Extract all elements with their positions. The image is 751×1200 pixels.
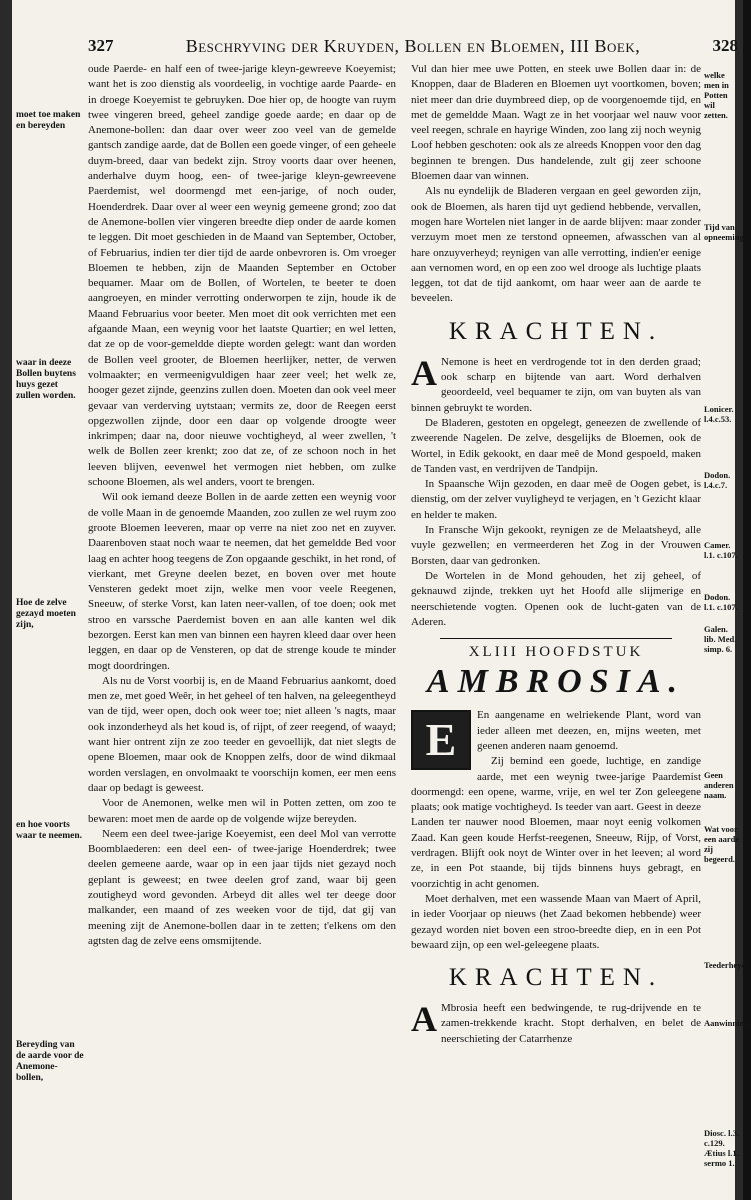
margin-note-right-7: Galen. lib. Med. simp. 6. xyxy=(704,624,737,654)
paragraph: Moet derhalven, met een wassende Maan van Maert of April, in ieder Voorjaar op nieuws (het Zaad bekomen hebbende) weer gezayd worden niet boven een stroo-breedte diep, en in een Pot bewaard zijn, op een wel-geleegene plaats. xyxy=(411,892,701,951)
ornate-drop-cap: E xyxy=(411,710,471,770)
margin-note-left-4: en hoe voorts waar te neemen. xyxy=(16,820,83,841)
section-title-krachten-2: KRACHTEN. xyxy=(448,964,664,992)
margin-note-left-3: Hoe de zelve gezayd moeten zijn, xyxy=(16,598,76,630)
margin-note-right-8: Geen anderen naam. xyxy=(704,770,734,800)
paragraph-text: Nemone is heet en verdrogende tot in den derden graad; ook scharp en bijtende van aart. Word derhalven geoordeeld, veel bequamer te zijn, om van buyten als van binnen gebruykt te worden. xyxy=(411,355,701,414)
drop-cap: A xyxy=(411,999,437,1040)
paragraph: Neem een deel twee-jarige Koeyemist, een deel Mol van verrotte Boomblaederen: een deel een- of twee-jarige Hoenderdrek; twee deelen gemeene aarde, waar op in een jaar tijds niet gezayd noch geplant is geweest; en twee deelen grof zand, waar bij geen zoutigheyd word gevonden. Arbeyd dit alles wel ter deege door malkander, een maand of zes weeken voor de tijd, dat gij van meening zijt de Anemone-bollen daar in te zetten; t'elkens om den agtsten dag de zelve eens omsmijtende. xyxy=(88,827,396,947)
margin-note-right-12: Diosc. l.3. c.129. Ætius l.1. sermo 1. xyxy=(704,1128,739,1168)
paragraph: Zij bemind een goede, luchtige, en zandige aarde, met een weynig twee-jarige Paardemist doormengd: een opene, warme, vrije, en wel ter Zon geleegene plaats; ook matige vochtigheyd. Is teeder van aart. Geest in deeze Landen ter nauwer nood Bloemen, maar noyt eenig volkomen Zaad. Kan geen koude Herfst-reegenen, Sneeuw, Rijp, of Vorst, verdragen. Blijft ook noyt de Winter over in het leeven; al word ze, in een Pot staande, bij tijds binnens huys gebragt, en voorzichtig in acht genomen. xyxy=(411,755,701,890)
right-column xyxy=(411,62,701,1192)
right-text xyxy=(411,62,701,1047)
paragraph: De Bladeren, gestoten en opgelegt, geneezen de zwellende of zweerende Nagelen. De zelve, desgelijks de Bloemen, ook de Wortel, in Edik gekookt, en daar meê de Mond gespoeld, maken de Tanden vast, en verdrijven de Tandpijn. xyxy=(411,416,701,475)
paragraph-text: Mbrosia heeft een bedwingende, te rug-drijvende en te zamen-trekkende kracht. Stopt derhalven, en belet de neerschieting der Catarrhenze xyxy=(441,1002,701,1045)
drop-cap: A xyxy=(411,352,437,393)
running-title: Beschryving der Kruyden, Bollen en Bloemen, III Boek, xyxy=(185,36,641,56)
page-number-right: 328 xyxy=(712,36,738,55)
paragraph xyxy=(411,352,701,416)
margin-note-right-3: Lonicer. l.4.c.53. xyxy=(704,404,734,424)
margin-note-left-5: Bereyding van de aarde voor de Anemone-bollen, xyxy=(16,1040,84,1083)
margin-note-right-9: Wat voor een aarde zij begeerd. xyxy=(704,824,740,864)
margin-note-right-10: Teederheyd. xyxy=(704,960,749,970)
margin-note-right-2: Tijd van opneeming. xyxy=(704,222,746,242)
margin-note-right-6: Dodon. l.1. c.107. xyxy=(704,592,738,612)
paragraph: In Fransche Wijn gekookt, reynigen ze de Melaatsheyd, alle vuyle gezwellen; en vermeerderen het Zog in der Vrouwen Borsten, daar van gedronken. xyxy=(411,524,701,567)
running-head xyxy=(88,36,738,62)
page-number-left: 327 xyxy=(88,36,114,55)
paragraph xyxy=(411,1001,701,1047)
margin-note-left-2: waar in deeze Bollen buytens huys gezet zullen worden. xyxy=(16,358,76,401)
paragraph: Voor de Anemonen, welke men wil in Potten zetten, om zoo te bewaren: moet men de aarde op de volgende wijze bereyden. xyxy=(88,797,396,825)
left-text xyxy=(88,62,396,949)
margin-note-right-1: welke men in Potten wil zetten. xyxy=(704,70,729,120)
margin-note-right-5: Camer. l.1. c.107. xyxy=(704,540,738,560)
paragraph: De Wortelen in de Mond gehouden, het zij geheel, of geknauwd zijnde, trekken uyt het Hoofd alle slijmerige en neerschietende vogten. Openen ook de lucht-gaten van de Aderen. xyxy=(411,569,701,628)
paragraph-text: En aangename en welriekende Plant, word van ieder alleen met deezen, en, mijns weeten, met geenen anderen naam genoemd. xyxy=(477,709,701,752)
section-title-krachten: KRACHTEN. xyxy=(448,317,664,345)
paragraph: Wil ook iemand deeze Bollen in de aarde zetten een weynig voor de volle Maan in de genoemde Maanden, zoo zullen ze wel ruym zoo groote Bloemen leeveren, maar op verre na niet zoo net en zuyver. Daarenboven staat noch waar te neemen, dat het gemeldde Bed voor laag en achter hoog teegens de Zon opgaande geschikt, in het rond, of vierkant, met Greyne deelen bezet, en boven over met houte Vensteren gedekt moet zijn, welke men voor veele Reegenen, Sneeuw, of sterke Vorst, kan laten neer-vallen, of toe doen; ook met stroo en varssche Paerdemist boven en aan alle kanten wel dik bezorgen. Eerst kan men van binnen een hayren kleed daar over heen leggen, en daar op de Vensteren, op dat de strenge koude te minder mogt doordringen. xyxy=(88,491,396,672)
paragraph: Als nu eyndelijk de Bladeren vergaan en geel geworden zijn, ook de Bloemen, als haren tijd uyt gediend hebbende, vervallen, mogen hare Wortelen niet langer in de aarde blijven: maar zonder verzuym moet men ze terstond opneemen, afwasschen van al hare onzuyverheyd; reynigen van alle verrotting, indien'er eenige aan vernomen word, en op een zoo wel drooge als luchtige plaats leggen, tot dat de tijd aankomt, om haar weer aan de aarde te beveelen. xyxy=(411,185,701,305)
paragraph: In Spaansche Wijn gezoden, en daar meê de Oogen gebet, is dienstig, om der zelver vuyligheyd te verjagen, en 't Gezicht klaar en helder te maken. xyxy=(411,478,701,521)
margin-note-right-4: Dodon. l.4.c.7. xyxy=(704,470,731,490)
paragraph: Vul dan hier mee uwe Potten, en steek uwe Bollen daar in: de Knoppen, daar de Bladeren en Bloemen uyt voortkomen, boven; niet meer dan drie duymbreed diep, op de voorgenoemde tijd, en met de gemeldde Maan. Wagt ze in het voorjaar wel nauw voor veel reegen, schrale en hayrige Winden, zoo lang zij noch weynig Loof hebben geschoten: ook als ze alreeds Knoppen voor den dag beginnen te brengen. Dus handelende, zult gij zeer schoone Bloemen daar van winnen. xyxy=(411,63,701,183)
paragraph xyxy=(411,708,701,766)
divider xyxy=(440,638,672,639)
margin-note-right-11: Aanwinning. xyxy=(704,1018,751,1028)
scan-edge-left xyxy=(0,0,12,1200)
paragraph: Als nu de Vorst voorbij is, en de Maand Februarius aankomt, doed men ze, met goed Weêr, in het geheel of ten halven, na geleegentheyd van de tijd, weer open, doch ook weer toe; niet alleen 's nagts, maar ook inzonderheyd als het koud is, of rijpt, of zeer reegend, of waayd; want hier ontrent zijn ze zoo teeder en gevoellijk, dat niet slegts de opene Bloemen, maar ook de Knoppen zelfs, door de wind dikmaal worden verslagen, en onvolmaakt te voorschijn komen, eer men eens daar op bedagt is geweest. xyxy=(88,674,396,794)
chapter-heading: XLIII HOOFDSTUK xyxy=(468,644,644,661)
paragraph: oude Paerde- en half een of twee-jarige kleyn-gewreeve Koeyemist; want het is zoo dienstig als voordeelig, in vochtige aarde Paarde- en in droege Koeyemist te gebruyken. Doe hier op, de hoogte van ruym twee vingeren breed, geheel zandige goede aarde; en daar op de Anemone-bollen: dan daar over weer zoo veel van de gemelde gantsch zandige aarde, dat de Bollen een goede vinger, of een geheele duym-breed, daar van bedekt zijn. Stroy voorts daar over heenen, anderhalve duym hoog, een- of twee-jarige kleyn-gewreevene Paerdemist, wel doormengd met een-jarige, of noch ouder, Hoenderdrek. Daar over al weer een weynig gemeene grond; zoo dat de Anemone-bollen vier vingeren breedte diep onder de aarde komen te leggen. Dit moet geschieden in de Maand van September, October, of Februarius, indien ter dier tijd de aarde onbevroren is. Om vroeger Bloemen te hebben, zijn de Maanden September en October bequamer. Maar om de Bollen, of Wortelen, te beeter te doen aangroeyen, en minder verrotting onderworpen te zijn, houde ik de Maand Februarius voor beeter. Men moet dit ook verrichten met een afgaande Maan, een weynig voor het laatste Quartier; en wel letten, dat ze op de voor-gemeldde diepte worden gelegt: want dan worden de Bollen veel grooter, de Bloemen heerlijker, netter, de verwen volmaakter; en vermeenigvuldigen haar zeer veel; het welk ze, hooger gezet zijnde, geenzins zullen doen. Moeten dan ook veel meer gevaar van verderving uytstaan; vermits ze, door de Reegen eerst opgezwollen zijnde, door een daar op volgende droogte weer inkrimpen; daar na, door nieuwe vochtigheyd, al weer zwellen, 't welk de Bollen zeer krenkt; zoo dat ze, of ze schoon noch in het leeven blijven, eevenwel het vermogen niet hebben, om zulke schoone Bloemen, als wel anders, voort te brengen. xyxy=(88,63,396,489)
margin-note-left-1: moet toe maken en bereyden xyxy=(16,110,81,131)
left-column xyxy=(88,62,396,1192)
chapter-title: AMBROSIA. xyxy=(426,663,686,701)
